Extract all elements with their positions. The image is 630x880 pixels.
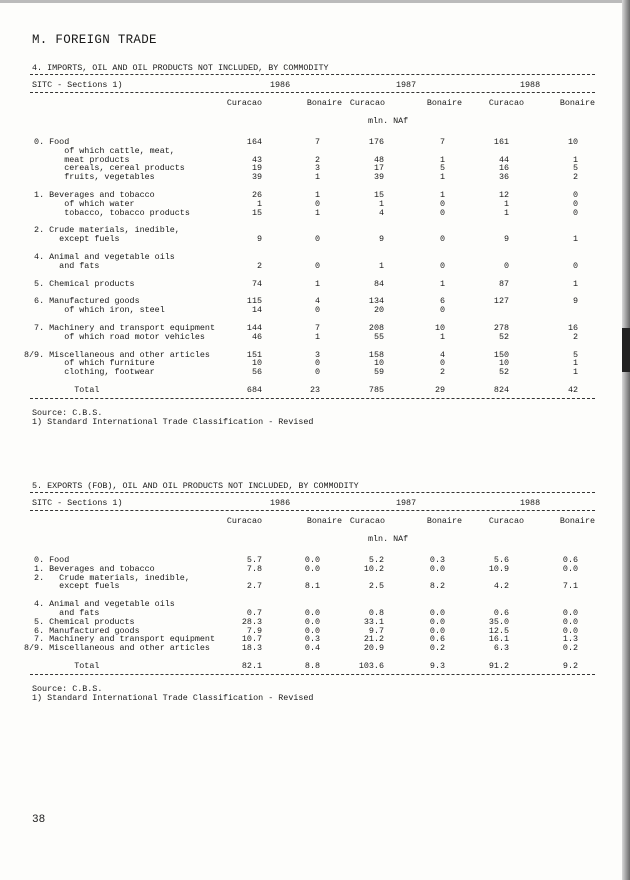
cell-value: 785 [368, 385, 384, 395]
year-header: 1988 [520, 80, 541, 90]
column-header: Curacao [226, 98, 262, 108]
cell-value: 7 [439, 137, 445, 147]
year-header: 1986 [270, 498, 291, 508]
row-label: and fats [24, 260, 100, 271]
cell-value: 28.3 [241, 616, 262, 627]
divider-line [30, 510, 595, 511]
cell-value: 1 [439, 331, 445, 342]
row-label: fruits, vegetables [24, 172, 155, 183]
cell-value: 9.3 [429, 661, 445, 671]
cell-value: 52 [498, 367, 509, 378]
row-label: 2. Crude materials, inedible, [24, 225, 180, 236]
cell-value: 4 [378, 207, 384, 218]
cell-value: 0.0 [562, 625, 578, 636]
cell-value: 0 [439, 234, 445, 245]
cell-value: 87 [498, 278, 509, 289]
cell-value: 7 [314, 137, 320, 147]
cell-value: 18.3 [241, 643, 262, 654]
column-header: Curacao [488, 98, 524, 108]
cell-value: 74 [251, 278, 262, 289]
cell-value: 0.0 [562, 608, 578, 618]
footnote: 1) Standard International Trade Classification - Revised [32, 416, 314, 427]
stub-header: SITC - Sections 1) [32, 80, 123, 90]
cell-value: 1 [378, 198, 384, 209]
cell-value: 0 [572, 198, 578, 209]
cell-value: 35.0 [488, 616, 509, 627]
cell-value: 0.3 [429, 555, 445, 565]
row-label: 5. Chemical products [24, 278, 135, 289]
cell-value: 1 [439, 172, 445, 183]
year-header: 1987 [396, 80, 417, 90]
cell-value: 15 [373, 190, 384, 200]
cell-value: 1 [314, 331, 320, 342]
cell-value: 7 [314, 323, 320, 333]
row-label: 1. Beverages and tobacco [24, 563, 155, 574]
cell-value: 278 [493, 323, 509, 333]
row-label: 7. Machinery and transport equipment [24, 323, 215, 333]
cell-value: 0 [572, 260, 578, 271]
cell-value: 1 [314, 207, 320, 218]
cell-value: 0.0 [429, 608, 445, 618]
cell-value: 10 [373, 358, 384, 369]
column-header: Bonaire [306, 98, 342, 108]
cell-value: 10.7 [241, 634, 262, 645]
cell-value: 0 [439, 260, 445, 271]
cell-value: 2.5 [368, 581, 384, 592]
cell-value: 9.2 [562, 661, 578, 671]
cell-value: 43 [251, 154, 262, 165]
cell-value: 42 [567, 385, 578, 395]
column-header: Curacao [226, 516, 262, 526]
cell-value: 1 [314, 172, 320, 183]
cell-value: 10.9 [488, 563, 509, 574]
row-label: except fuels [24, 581, 120, 592]
cell-value: 20 [373, 305, 384, 316]
cell-value: 9 [572, 296, 578, 307]
cell-value: 1 [378, 260, 384, 271]
cell-value: 10 [251, 358, 262, 369]
cell-value: 2 [572, 172, 578, 183]
cell-value: 0.0 [429, 625, 445, 636]
cell-value: 0.0 [304, 563, 320, 574]
cell-value: 0.4 [304, 643, 320, 654]
cell-value: 9 [256, 234, 262, 245]
cell-value: 208 [368, 323, 384, 333]
cell-value: 0 [314, 305, 320, 316]
cell-value: 8.1 [304, 581, 320, 592]
cell-value: 0.2 [429, 643, 445, 654]
cell-value: 16 [567, 323, 578, 333]
cell-value: 115 [246, 296, 262, 307]
cell-value: 16 [498, 163, 509, 174]
cell-value: 6.3 [493, 643, 509, 654]
cell-value: 0 [572, 207, 578, 218]
cell-value: 52 [498, 331, 509, 342]
cell-value: 1 [572, 367, 578, 378]
cell-value: 10.2 [363, 563, 384, 574]
column-header: Bonaire [426, 516, 462, 526]
cell-value: 176 [368, 137, 384, 147]
row-label: 1. Beverages and tobacco [24, 190, 155, 200]
cell-value: 0 [439, 198, 445, 209]
cell-value: 3 [314, 163, 320, 174]
scan-edge-mark [622, 328, 630, 372]
column-header: Bonaire [559, 98, 595, 108]
cell-value: 0.7 [246, 608, 262, 618]
cell-value: 0.8 [368, 608, 384, 618]
footnote: 1) Standard International Trade Classification - Revised [32, 692, 314, 703]
divider-line [30, 398, 595, 399]
cell-value: 103.6 [358, 661, 384, 671]
column-header: Bonaire [559, 516, 595, 526]
cell-value: 0.0 [304, 625, 320, 636]
cell-value: 4 [314, 296, 320, 307]
cell-value: 0.3 [304, 634, 320, 645]
cell-value: 5 [439, 163, 445, 174]
cell-value: 0 [439, 207, 445, 218]
cell-value: 39 [373, 172, 384, 183]
cell-value: 10 [434, 323, 445, 333]
cell-value: 0.0 [562, 563, 578, 574]
cell-value: 10 [567, 137, 578, 147]
row-label: of which furniture [24, 358, 155, 369]
row-label: 4. Animal and vegetable oils [24, 599, 175, 610]
cell-value: 0 [314, 260, 320, 271]
cell-value: 150 [493, 349, 509, 360]
cell-value: 82.1 [241, 661, 262, 671]
cell-value: 12.5 [488, 625, 509, 636]
stub-header: SITC - Sections 1) [32, 498, 123, 508]
cell-value: 2 [572, 331, 578, 342]
cell-value: 0 [314, 358, 320, 369]
cell-value: 56 [251, 367, 262, 378]
row-label: 8/9. Miscellaneous and other articles [24, 643, 210, 654]
row-label: and fats [24, 608, 100, 618]
cell-value: 2.7 [246, 581, 262, 592]
cell-value: 1 [439, 278, 445, 289]
row-label: of which iron, steel [24, 305, 165, 316]
cell-value: 1.3 [562, 634, 578, 645]
cell-value: 5.2 [368, 555, 384, 565]
cell-value: 0.0 [429, 563, 445, 574]
cell-value: 8.8 [304, 661, 320, 671]
unit-label: mln. NAf [368, 116, 409, 126]
year-header: 1988 [520, 498, 541, 508]
row-label: Total [24, 661, 100, 671]
page-number: 38 [32, 814, 46, 826]
cell-value: 0 [439, 358, 445, 369]
cell-value: 91.2 [488, 661, 509, 671]
scan-top-edge [0, 0, 630, 3]
cell-value: 44 [498, 154, 509, 165]
cell-value: 5.7 [246, 555, 262, 565]
cell-value: 0 [439, 305, 445, 316]
cell-value: 59 [373, 367, 384, 378]
row-label: 0. Food [24, 555, 70, 565]
cell-value: 5 [572, 163, 578, 174]
cell-value: 1 [572, 358, 578, 369]
cell-value: 9 [503, 234, 509, 245]
cell-value: 0 [572, 190, 578, 200]
cell-value: 0.0 [429, 616, 445, 627]
cell-value: 14 [251, 305, 262, 316]
cell-value: 10 [498, 358, 509, 369]
column-header: Curacao [488, 516, 524, 526]
cell-value: 127 [493, 296, 509, 307]
cell-value: 2 [314, 154, 320, 165]
year-header: 1986 [270, 80, 291, 90]
scan-right-edge [622, 0, 630, 880]
cell-value: 0.6 [429, 634, 445, 645]
cell-value: 20.9 [363, 643, 384, 654]
table-title: 4. IMPORTS, OIL AND OIL PRODUCTS NOT INCLUDED, BY COMMODITY [32, 63, 329, 73]
cell-value: 824 [493, 385, 509, 395]
cell-value: 0.0 [304, 616, 320, 627]
column-header: Curacao [349, 98, 385, 108]
row-label: 5. Chemical products [24, 616, 135, 627]
table-title: 5. EXPORTS (FOB), OIL AND OIL PRODUCTS NOT INCLUDED, BY COMMODITY [32, 481, 359, 491]
row-label: 0. Food [24, 137, 70, 147]
cell-value: 4.2 [493, 581, 509, 592]
cell-value: 16.1 [488, 634, 509, 645]
cell-value: 9.7 [368, 625, 384, 636]
cell-value: 1 [439, 190, 445, 200]
cell-value: 0.2 [562, 643, 578, 654]
cell-value: 0 [314, 234, 320, 245]
cell-value: 17 [373, 163, 384, 174]
source-note: Source: C.B.S. [32, 683, 103, 694]
cell-value: 0 [314, 198, 320, 209]
cell-value: 0.0 [304, 608, 320, 618]
cell-value: 84 [373, 278, 384, 289]
cell-value: 7.8 [246, 563, 262, 574]
divider-line [30, 74, 595, 75]
row-label: Total [24, 385, 100, 395]
cell-value: 161 [493, 137, 509, 147]
cell-value: 1 [503, 198, 509, 209]
divider-line [30, 674, 595, 675]
cell-value: 1 [572, 234, 578, 245]
cell-value: 0.6 [493, 608, 509, 618]
cell-value: 21.2 [363, 634, 384, 645]
cell-value: 5 [572, 349, 578, 360]
cell-value: 7.9 [246, 625, 262, 636]
row-label: except fuels [24, 234, 120, 245]
row-label: clothing, footwear [24, 367, 155, 378]
row-label: cereals, cereal products [24, 163, 185, 174]
cell-value: 5.6 [493, 555, 509, 565]
cell-value: 48 [373, 154, 384, 165]
cell-value: 2 [256, 260, 262, 271]
cell-value: 46 [251, 331, 262, 342]
row-label: 6. Manufactured goods [24, 296, 140, 307]
cell-value: 1 [314, 190, 320, 200]
cell-value: 33.1 [363, 616, 384, 627]
cell-value: 0.0 [562, 616, 578, 627]
cell-value: 29 [434, 385, 445, 395]
row-label: 2. Crude materials, inedible, [24, 572, 190, 583]
row-label: tobacco, tobacco products [24, 207, 190, 218]
cell-value: 3 [314, 349, 320, 360]
cell-value: 55 [373, 331, 384, 342]
cell-value: 0.6 [562, 555, 578, 565]
column-header: Curacao [349, 516, 385, 526]
cell-value: 6 [439, 296, 445, 307]
chapter-title: M. FOREIGN TRADE [32, 33, 157, 47]
cell-value: 151 [246, 349, 262, 360]
cell-value: 2 [439, 367, 445, 378]
divider-line [30, 492, 595, 493]
row-label: 4. Animal and vegetable oils [24, 252, 175, 262]
row-label: of which road motor vehicles [24, 331, 205, 342]
source-note: Source: C.B.S. [32, 407, 103, 418]
cell-value: 1 [572, 154, 578, 165]
cell-value: 12 [498, 190, 509, 200]
cell-value: 8.2 [429, 581, 445, 592]
unit-label: mln. NAf [368, 534, 409, 544]
row-label: 8/9. Miscellaneous and other articles [24, 349, 210, 360]
cell-value: 19 [251, 163, 262, 174]
cell-value: 23 [309, 385, 320, 395]
column-header: Bonaire [306, 516, 342, 526]
cell-value: 26 [251, 190, 262, 200]
cell-value: 1 [256, 198, 262, 209]
row-label: 7. Machinery and transport equipment [24, 634, 215, 645]
cell-value: 0 [314, 367, 320, 378]
cell-value: 39 [251, 172, 262, 183]
cell-value: 134 [368, 296, 384, 307]
row-label: of which water [24, 198, 135, 209]
cell-value: 1 [439, 154, 445, 165]
cell-value: 7.1 [562, 581, 578, 592]
cell-value: 1 [314, 278, 320, 289]
cell-value: 36 [498, 172, 509, 183]
cell-value: 164 [246, 137, 262, 147]
row-label: meat products [24, 154, 130, 165]
row-label: 6. Manufactured goods [24, 625, 140, 636]
cell-value: 684 [246, 385, 262, 395]
cell-value: 9 [378, 234, 384, 245]
cell-value: 0 [503, 260, 509, 271]
divider-line [30, 92, 595, 93]
column-header: Bonaire [426, 98, 462, 108]
cell-value: 0.0 [304, 555, 320, 565]
cell-value: 144 [246, 323, 262, 333]
cell-value: 4 [439, 349, 445, 360]
cell-value: 15 [251, 207, 262, 218]
row-label: of which cattle, meat, [24, 145, 175, 156]
cell-value: 1 [572, 278, 578, 289]
cell-value: 1 [503, 207, 509, 218]
year-header: 1987 [396, 498, 417, 508]
cell-value: 158 [368, 349, 384, 360]
